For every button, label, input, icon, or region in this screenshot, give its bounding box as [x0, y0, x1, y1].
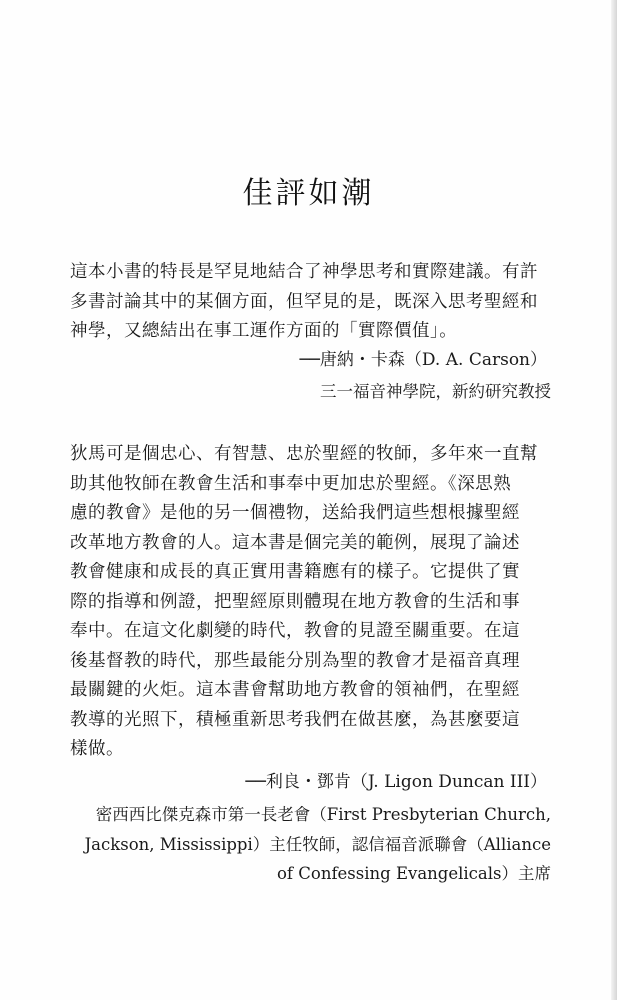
endorsement-2-line: 際的指導和例證，把聖經原則體現在地方教會的生活和事: [70, 591, 520, 612]
endorsement-2-line: 後基督教的時代，那些最能分別為聖的教會才是福音真理: [70, 650, 520, 671]
endorsement-2-line: 狄馬可是個忠心、有智慧、忠於聖經的牧師，多年來一直幫: [70, 444, 538, 464]
endorsement-2-line: 教會健康和成長的真正實用書籍應有的樣子。它提供了實: [70, 562, 520, 582]
endorsement-2-affiliation: [85, 800, 551, 889]
endorsement-2-text: [70, 440, 556, 765]
page-title: 佳評如潮: [242, 176, 375, 211]
endorsement-1-attribution: ──唐納・卡森（D. A. Carson）: [299, 350, 547, 370]
endorsement-2-line: 改革地方教會的人。這本書是個完美的範例，展現了論述: [70, 532, 520, 553]
endorsement-1-affiliation: [320, 377, 551, 407]
endorsement-2-line: 樣做。: [70, 739, 124, 759]
page-edge-shadow: [611, 0, 617, 1000]
affiliation-line: 密西西比傑克森市第一長老會（First Presbyterian Church,: [95, 805, 551, 824]
endorsement-2-line: 慮的教會》是他的另一個禮物，送給我們這些想根據聖經: [70, 503, 520, 523]
endorsement-1-line: 神學，又總結出在事工運作方面的「實際價值」。: [70, 321, 458, 341]
endorsement-2-line: 最關鍵的火炬。這本書會幫助地方教會的領袖們，在聖經: [70, 680, 520, 700]
endorsement-2-attribution: ──利良・鄧肯（J. Ligon Duncan III）: [245, 772, 547, 792]
endorsement-1-line: 多書討論其中的某個方面，但罕見的是，既深入思考聖經和: [70, 291, 538, 312]
endorsement-1-line: 這本小書的特長是罕見地結合了神學思考和實際建議。有許: [70, 262, 538, 282]
endorsement-2-line: 助其他牧師在教會生活和事奉中更加忠於聖經。《深思熟: [70, 473, 512, 494]
endorsement-2-line: 教導的光照下，積極重新思考我們在做甚麼，為甚麼要這: [70, 709, 520, 730]
affiliation-line: 三一福音神學院，新約研究教授: [320, 382, 551, 401]
endorsement-2-line: 奉中。在這文化劇變的時代，教會的見證至關重要。在這: [70, 621, 520, 641]
affiliation-line: Jackson, Mississippi）主任牧師，認信福音派聯會（Alliance: [84, 834, 551, 854]
endorsement-1-text: [70, 258, 556, 347]
affiliation-line: of Confessing Evangelicals）主席: [276, 864, 551, 883]
